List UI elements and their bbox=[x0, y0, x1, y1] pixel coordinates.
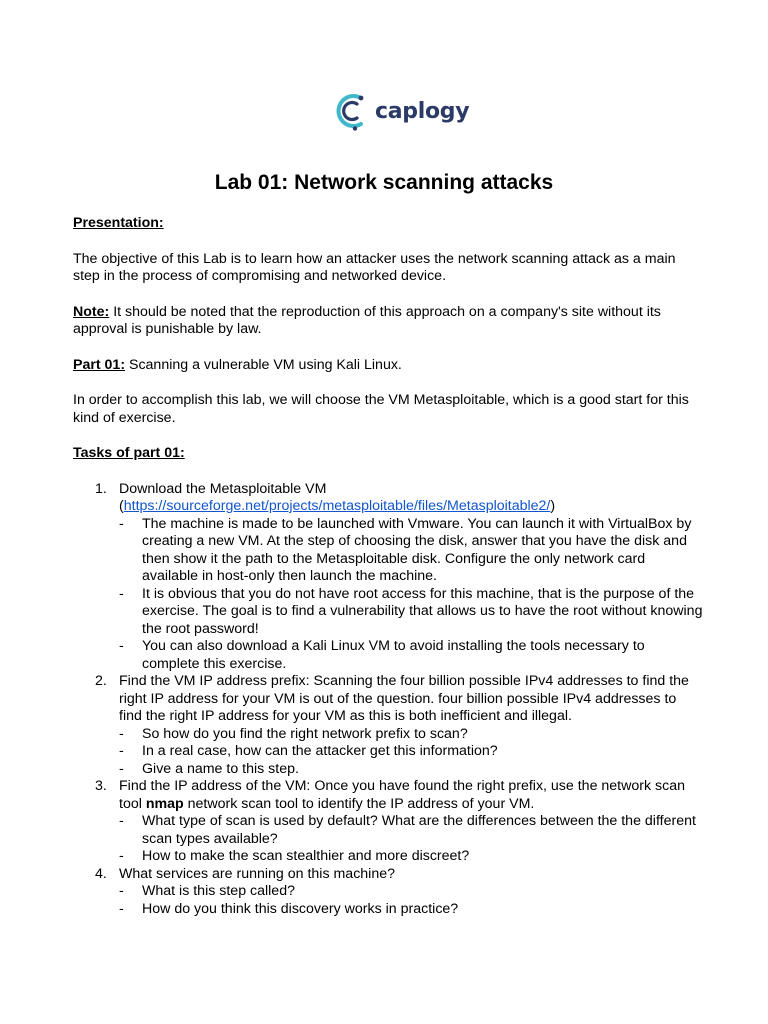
task-text: Download the Metasploitable VM bbox=[119, 480, 327, 497]
part-label: Part 01: bbox=[73, 356, 126, 373]
logo-text: caplogy bbox=[375, 98, 470, 124]
presentation-paragraph: The objective of this Lab is to learn how an attacker uses the network scanning attack as a main step in the process of compromising and networked device. bbox=[73, 250, 676, 284]
task-number: 1. bbox=[95, 480, 107, 497]
presentation-heading bbox=[73, 215, 703, 233]
list-item-text: You can also download a Kali Linux VM to avoid installing the tools necessary to complete this exercise. bbox=[142, 638, 645, 672]
nmap-term: nmap bbox=[145, 795, 184, 812]
task-text: What services are running on this machine? bbox=[119, 865, 396, 882]
list-item-text: It is obvious that you do not have root access for this machine, that is the purpose of the exercise. The goal is to find a vulnerability that allows us to have the root without knowing the root password! bbox=[142, 585, 703, 637]
part-text: Scanning a vulnerable VM using Kali Linux. bbox=[125, 356, 402, 373]
note-text: It should be noted that the reproduction of this approach on a company's site without its approval is punishable by law. bbox=[73, 303, 661, 337]
link-paren-close: ) bbox=[550, 498, 556, 514]
list-item-text: So how do you find the right network prefix to scan? bbox=[142, 725, 468, 742]
dash-bullet: - bbox=[119, 883, 124, 899]
task-item-2 bbox=[73, 673, 703, 778]
task-item-4 bbox=[73, 866, 703, 919]
list-item-text: Give a name to this step. bbox=[142, 760, 299, 777]
task-text: Find the IP address of the VM: Once you have found the right prefix, use the network scan tool bbox=[119, 778, 685, 812]
list-item bbox=[119, 516, 703, 586]
dash-bullet: - bbox=[119, 900, 124, 917]
list-item bbox=[119, 761, 703, 779]
dash-bullet: - bbox=[119, 585, 124, 602]
part-paragraph bbox=[73, 357, 703, 375]
list-item bbox=[119, 638, 703, 673]
caplogy-logo-icon bbox=[335, 90, 371, 132]
list-item bbox=[119, 883, 703, 901]
document-body bbox=[73, 215, 703, 918]
caplogy-logo bbox=[335, 88, 469, 134]
link-paren-open: ( bbox=[119, 498, 124, 514]
task-text-continued: network scan tool to identify the IP address of your VM. bbox=[183, 795, 535, 812]
dash-bullet: - bbox=[119, 725, 124, 742]
dash-bullet: - bbox=[119, 813, 124, 829]
dash-bullet: - bbox=[119, 848, 124, 864]
sub-list bbox=[119, 726, 703, 779]
task-item-1 bbox=[73, 481, 703, 674]
dash-bullet: - bbox=[119, 515, 124, 532]
list-item-text: What type of scan is used by default? What are the differences between the the different scan types available? bbox=[142, 813, 696, 847]
intro-paragraph: In order to accomplish this lab, we will choose the VM Metasploitable, which is a good start for this kind of exercise. bbox=[73, 392, 689, 426]
list-item-text: How to make the scan stealthier and more discreet? bbox=[142, 848, 470, 864]
sub-list bbox=[119, 516, 703, 674]
note-paragraph bbox=[73, 304, 703, 339]
list-item bbox=[119, 848, 703, 866]
list-item bbox=[119, 901, 703, 919]
presentation-label: Presentation: bbox=[73, 215, 164, 231]
task-number: 2. bbox=[95, 673, 107, 689]
list-item bbox=[119, 743, 703, 761]
dash-bullet: - bbox=[119, 760, 124, 777]
list-item-text: The machine is made to be launched with Vmware. You can launch it with VirtualBox by creating a new VM. At the step of choosing the disk, answer that you have the disk and then show it the path to the Metasploitable disk. Configure the only network card available in host-only then launch the machine. bbox=[142, 515, 692, 584]
task-number: 4. bbox=[95, 865, 107, 882]
page-title: Lab 01: Network scanning attacks bbox=[214, 171, 554, 194]
list-item-text: How do you think this discovery works in practice? bbox=[142, 900, 459, 917]
note-label: Note: bbox=[73, 303, 110, 320]
list-item bbox=[119, 813, 703, 848]
dash-bullet: - bbox=[119, 743, 124, 759]
list-item-text: What is this step called? bbox=[142, 883, 295, 899]
task-number: 3. bbox=[95, 778, 107, 794]
tasks-heading: Tasks of part 01: bbox=[73, 445, 185, 461]
task-item-3 bbox=[73, 778, 703, 866]
dash-bullet: - bbox=[119, 638, 124, 654]
list-item bbox=[119, 586, 703, 639]
sub-list bbox=[119, 813, 703, 866]
sub-list bbox=[119, 883, 703, 918]
list-item bbox=[119, 726, 703, 744]
task-text: Find the VM IP address prefix: Scanning the four billion possible IPv4 addresses to find the right IP address for your VM is out of the question. four billion possible IPv4 addresses to find the right IP address for your VM as this is both inefficient and illegal. bbox=[119, 673, 689, 724]
list-item-text: In a real case, how can the attacker get this information? bbox=[142, 743, 498, 759]
task-list bbox=[73, 481, 703, 919]
metasploitable-download-link[interactable]: https://sourceforge.net/projects/metasploitable/files/Metasploitable2/ bbox=[123, 498, 551, 514]
